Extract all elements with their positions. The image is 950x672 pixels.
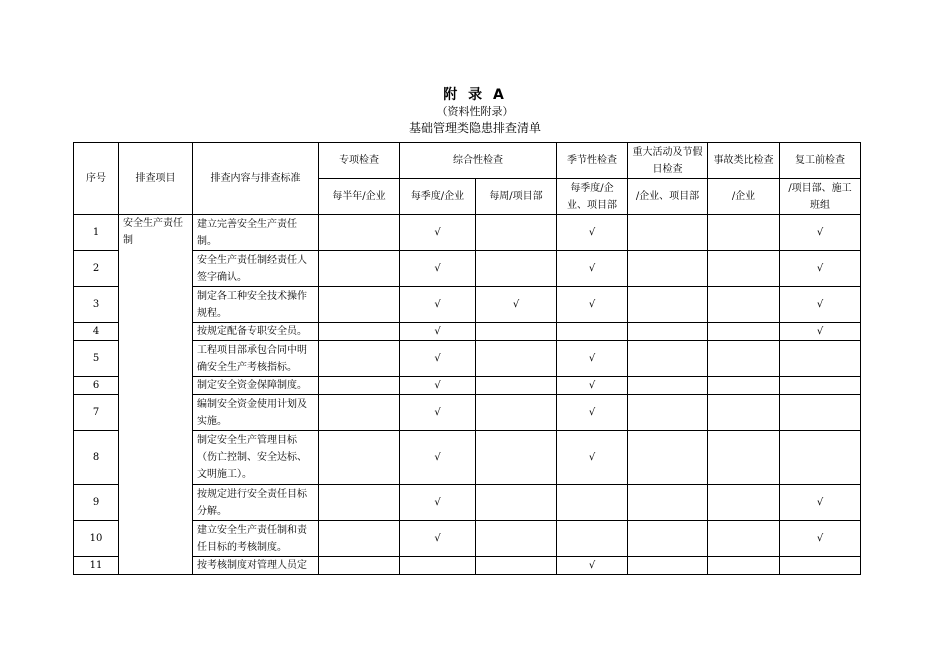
cell-resume	[780, 431, 861, 485]
cell-accident	[708, 287, 780, 323]
header-row-1	[74, 143, 861, 179]
cell-comp-week	[476, 557, 557, 575]
cell-seasonal: √	[557, 215, 628, 251]
cell-seasonal: √	[557, 377, 628, 395]
header-seq: 序号	[74, 143, 119, 215]
row-content: 建立安全生产责任制和责任目标的考核制度。	[193, 521, 319, 557]
table-row	[74, 485, 861, 521]
cell-comp-quarter: √	[400, 485, 476, 521]
row-content: 按规定进行安全责任目标分解。	[193, 485, 319, 521]
cell-comp-week	[476, 485, 557, 521]
category-cell: 安全生产责任制	[119, 215, 193, 575]
sub-special: 每半年/企业	[319, 179, 400, 215]
row-content: 编制安全资金使用计划及实施。	[193, 395, 319, 431]
cell-holiday	[628, 251, 708, 287]
cell-seasonal	[557, 521, 628, 557]
table-row	[74, 341, 861, 377]
cell-resume	[780, 377, 861, 395]
cell-comp-week	[476, 251, 557, 287]
table-row	[74, 377, 861, 395]
row-no: 3	[74, 287, 119, 323]
cell-resume: √	[780, 251, 861, 287]
cell-comp-quarter: √	[400, 251, 476, 287]
cell-comp-quarter: √	[400, 287, 476, 323]
cell-comp-week	[476, 215, 557, 251]
cell-accident	[708, 323, 780, 341]
cell-holiday	[628, 431, 708, 485]
cell-comp-week	[476, 323, 557, 341]
row-content: 按规定配备专职安全员。	[193, 323, 319, 341]
cell-special	[319, 557, 400, 575]
cell-special	[319, 485, 400, 521]
cell-comp-quarter	[400, 557, 476, 575]
cell-resume: √	[780, 521, 861, 557]
row-no: 9	[74, 485, 119, 521]
cell-comp-week: √	[476, 287, 557, 323]
cell-holiday	[628, 287, 708, 323]
cell-seasonal: √	[557, 557, 628, 575]
cell-comp-week	[476, 341, 557, 377]
row-content: 安全生产责任制经责任人签字确认。	[193, 251, 319, 287]
cell-special	[319, 521, 400, 557]
cell-comp-week	[476, 395, 557, 431]
cell-special	[319, 341, 400, 377]
cell-holiday	[628, 341, 708, 377]
cell-resume: √	[780, 215, 861, 251]
cell-comp-quarter: √	[400, 215, 476, 251]
cell-seasonal: √	[557, 287, 628, 323]
cell-special	[319, 377, 400, 395]
row-no: 4	[74, 323, 119, 341]
table-row	[74, 431, 861, 485]
cell-resume: √	[780, 485, 861, 521]
cell-holiday	[628, 521, 708, 557]
cell-seasonal: √	[557, 251, 628, 287]
row-no: 10	[74, 521, 119, 557]
cell-accident	[708, 251, 780, 287]
row-content: 制定安全生产管理目标（伤亡控制、安全达标、文明施工）。	[193, 431, 319, 485]
cell-holiday	[628, 215, 708, 251]
cell-holiday	[628, 377, 708, 395]
header-content: 排查内容与排查标准	[193, 143, 319, 215]
sub-comp-quarter: 每季度/企业	[400, 179, 476, 215]
cell-seasonal: √	[557, 395, 628, 431]
cell-accident	[708, 215, 780, 251]
row-no: 5	[74, 341, 119, 377]
table-row	[74, 557, 861, 575]
cell-special	[319, 323, 400, 341]
sub-holiday: /企业、项目部	[628, 179, 708, 215]
cell-resume: √	[780, 287, 861, 323]
cell-comp-week	[476, 377, 557, 395]
cell-comp-week	[476, 431, 557, 485]
cell-comp-quarter: √	[400, 431, 476, 485]
cell-special	[319, 251, 400, 287]
cell-comp-quarter: √	[400, 395, 476, 431]
cell-resume	[780, 341, 861, 377]
cell-accident	[708, 521, 780, 557]
table-row	[74, 323, 861, 341]
header-resume: 复工前检查	[780, 143, 861, 179]
header-item: 排查项目	[119, 143, 193, 215]
row-content: 工程项目部承包合同中明确安全生产考核指标。	[193, 341, 319, 377]
cell-accident	[708, 395, 780, 431]
row-no: 11	[74, 557, 119, 575]
cell-seasonal	[557, 485, 628, 521]
cell-seasonal: √	[557, 431, 628, 485]
cell-holiday	[628, 485, 708, 521]
row-no: 7	[74, 395, 119, 431]
table-row	[74, 215, 861, 251]
row-content: 制定安全资金保障制度。	[193, 377, 319, 395]
cell-special	[319, 395, 400, 431]
sub-accident: /企业	[708, 179, 780, 215]
cell-resume	[780, 395, 861, 431]
header-special: 专项检查	[319, 143, 400, 179]
cell-accident	[708, 431, 780, 485]
cell-comp-quarter: √	[400, 323, 476, 341]
row-no: 8	[74, 431, 119, 485]
cell-holiday	[628, 323, 708, 341]
cell-special	[319, 431, 400, 485]
cell-special	[319, 287, 400, 323]
row-no: 2	[74, 251, 119, 287]
row-content: 建立完善安全生产责任制。	[193, 215, 319, 251]
cell-comp-quarter: √	[400, 377, 476, 395]
table-row	[74, 395, 861, 431]
table-row	[74, 521, 861, 557]
cell-resume: √	[780, 323, 861, 341]
cell-holiday	[628, 395, 708, 431]
row-no: 1	[74, 215, 119, 251]
cell-comp-quarter: √	[400, 521, 476, 557]
appendix-title: 附 录 A	[443, 87, 507, 103]
hazard-checklist-table	[73, 142, 861, 575]
cell-seasonal	[557, 323, 628, 341]
header-holiday: 重大活动及节假日检查	[628, 143, 708, 179]
table-row	[74, 287, 861, 323]
header-comprehensive: 综合性检查	[400, 143, 557, 179]
table-row	[74, 251, 861, 287]
cell-holiday	[628, 557, 708, 575]
header-seasonal: 季节性检查	[557, 143, 628, 179]
row-content: 制定各工种安全技术操作规程。	[193, 287, 319, 323]
cell-resume	[780, 557, 861, 575]
cell-accident	[708, 377, 780, 395]
cell-accident	[708, 485, 780, 521]
row-content: 按考核制度对管理人员定	[193, 557, 319, 575]
sub-comp-week: 每周/项目部	[476, 179, 557, 215]
header-accident: 事故类比检查	[708, 143, 780, 179]
sub-seasonal: 每季度/企业、项目部	[557, 179, 628, 215]
cell-comp-week	[476, 521, 557, 557]
cell-seasonal: √	[557, 341, 628, 377]
cell-comp-quarter: √	[400, 341, 476, 377]
cell-special	[319, 215, 400, 251]
sub-resume: /项目部、施工班组	[780, 179, 861, 215]
row-no: 6	[74, 377, 119, 395]
cell-accident	[708, 341, 780, 377]
document-titles	[0, 86, 950, 137]
appendix-note: （资料性附录）	[436, 105, 514, 118]
table-title: 基础管理类隐患排查清单	[408, 121, 541, 135]
cell-accident	[708, 557, 780, 575]
